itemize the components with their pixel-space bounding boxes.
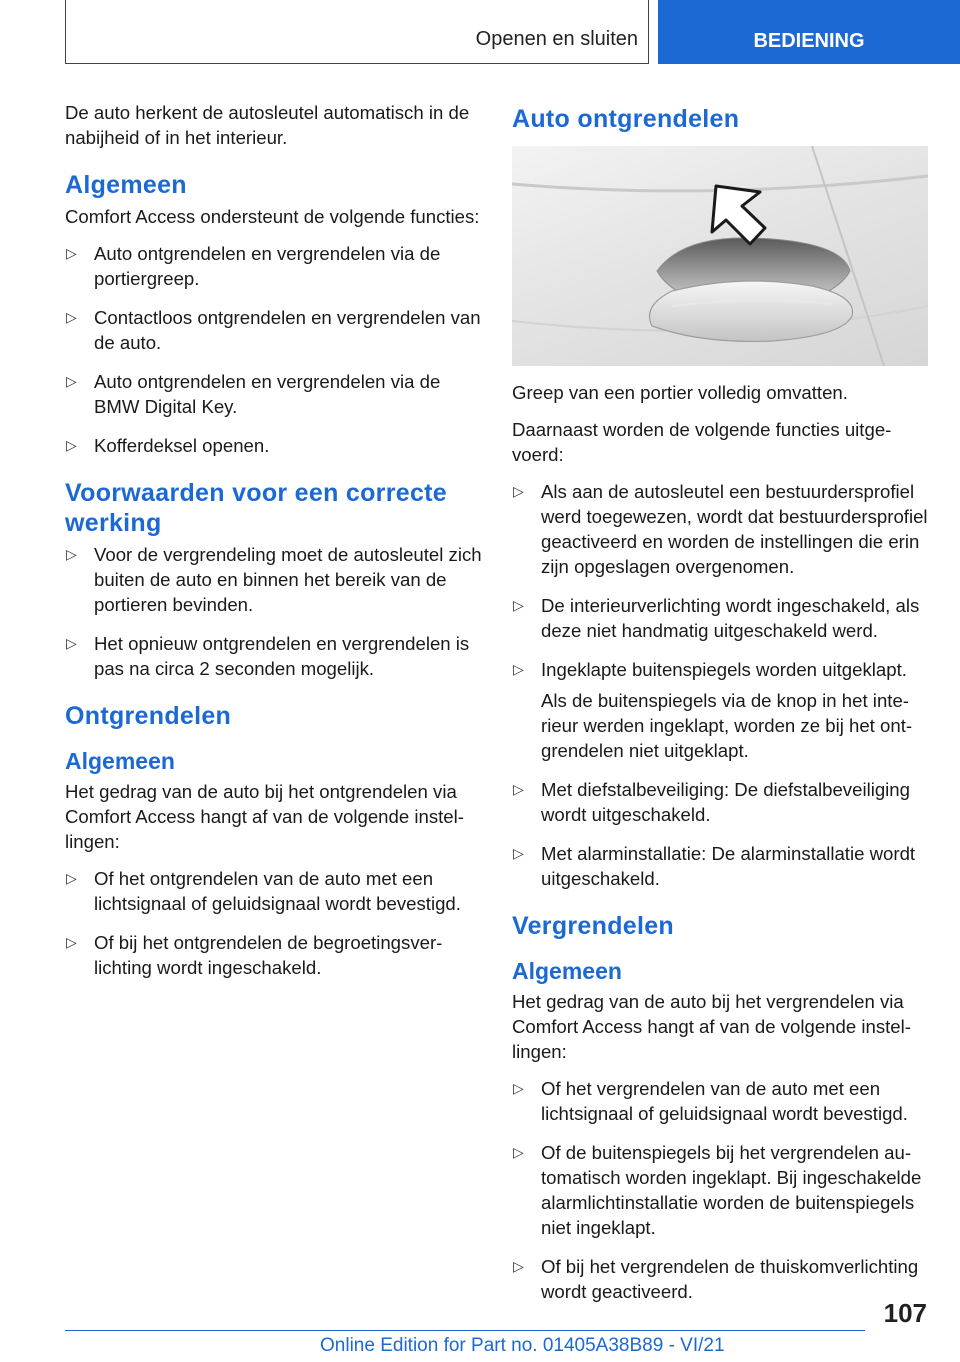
- list-item: ▷ Het opnieuw ontgrendelen en vergrendelen is pas na circa 2 seconden mogelijk.: [66, 633, 470, 679]
- triangle-bullet-icon: ▷: [66, 309, 77, 325]
- conditions-list: [65, 542, 483, 681]
- list-item: ▷ Kofferdeksel openen.: [66, 435, 270, 456]
- list-item: ▷ Ingeklapte buitenspiegels worden uitgeklapt. Als de buitenspiegels via de knop in het interieur werden ingeklapt, worden ze bij het ontgrendelen niet uitgeklapt.: [512, 657, 930, 763]
- list-item: ▷ Als aan de autosleutel een bestuurdersprofiel werd toegewezen, wordt dat bestuurdersprofiel geactiveerd en worden de instellingen die erin zijn opgeslagen overgenomen.: [513, 481, 928, 577]
- door-handle-illustration: [512, 146, 928, 366]
- triangle-bullet-icon: ▷: [513, 1258, 524, 1274]
- page-number: 107: [883, 1298, 927, 1328]
- subheading-locking-general: Algemeen: [512, 958, 622, 984]
- triangle-bullet-icon: ▷: [66, 546, 77, 562]
- triangle-bullet-icon: ▷: [513, 781, 524, 797]
- footer-edition-text: Online Edition for Part no. 01405A38B89 - VI/21: [320, 1335, 725, 1356]
- unlock-car-text: Daarnaast worden de volgende functies uitgevoerd:: [512, 419, 892, 465]
- list-item-note: Als de buitenspiegels via de knop in het interieur werden ingeklapt, worden ze bij het ontgrendelen niet uitgeklapt.: [541, 690, 913, 761]
- unlock-car-list: [512, 479, 930, 891]
- image-caption: Greep van een portier volledig omvatten.: [512, 382, 848, 403]
- right-column: [512, 100, 930, 1318]
- locking-list: [512, 1076, 930, 1304]
- heading-unlocking: Ontgrendelen: [65, 702, 232, 730]
- list-item: ▷ Of het vergrendelen van de auto met een lichtsignaal of geluidsignaal wordt bevestigd.: [513, 1078, 908, 1124]
- footer-divider: [65, 1330, 865, 1331]
- triangle-bullet-icon: ▷: [513, 483, 524, 499]
- header-chapter-label: BEDIENING: [753, 29, 865, 52]
- triangle-bullet-icon: ▷: [66, 870, 77, 886]
- triangle-bullet-icon: ▷: [66, 635, 77, 651]
- heading-locking: Vergrendelen: [512, 912, 674, 940]
- triangle-bullet-icon: ▷: [66, 373, 77, 389]
- list-item: ▷ Met diefstalbeveiliging: De diefstalbeveiliging wordt uitgeschakeld.: [513, 779, 910, 825]
- list-item: ▷ Of het ontgrendelen van de auto met een lichtsignaal of geluidsignaal wordt bevestigd.: [66, 868, 461, 914]
- header-chapter-tab: [658, 0, 960, 64]
- unlocking-text: Het gedrag van de auto bij het ontgrendelen via Comfort Access hangt af van de volgende instellingen:: [65, 781, 464, 852]
- list-item: ▷ Auto ontgrendelen en vergrendelen via de BMW Digital Key.: [66, 371, 441, 417]
- triangle-bullet-icon: ▷: [513, 661, 524, 677]
- header-section-title: Openen en sluiten: [475, 28, 638, 50]
- general-list: [65, 241, 483, 458]
- locking-text: Het gedrag van de auto bij het vergrendelen via Comfort Access hangt af van de volgende instellingen:: [512, 991, 911, 1062]
- left-column: [65, 100, 483, 994]
- triangle-bullet-icon: ▷: [513, 597, 524, 613]
- triangle-bullet-icon: ▷: [66, 437, 77, 453]
- list-item: ▷ Of de buitenspiegels bij het vergrendelen automatisch worden ingeklapt. Bij ingeschakelde alarmlichtinstallatie worden de buitenspiegels niet ingeklapt.: [513, 1142, 922, 1238]
- list-item: ▷ Of bij het vergrendelen de thuiskomverlichting wordt geactiveerd.: [513, 1256, 919, 1302]
- triangle-bullet-icon: ▷: [513, 1080, 524, 1096]
- list-item: ▷ Of bij het ontgrendelen de begroetingsverlichting wordt ingeschakeld.: [66, 932, 443, 978]
- unlocking-list: [65, 866, 483, 980]
- list-item: ▷ Voor de vergrendeling moet de autosleutel zich buiten de auto en binnen het bereik van de portieren bevinden.: [66, 544, 482, 615]
- triangle-bullet-icon: ▷: [513, 845, 524, 861]
- heading-unlock-car: Auto ontgrendelen: [512, 105, 740, 133]
- arrow-icon: [712, 186, 765, 244]
- triangle-bullet-icon: ▷: [66, 245, 77, 261]
- list-item: ▷ Auto ontgrendelen en vergrendelen via de portiergreep.: [66, 243, 441, 289]
- intro-paragraph: De auto herkent de autosleutel automatisch in de nabijheid of in het interieur.: [65, 102, 470, 148]
- heading-conditions: Voorwaarden voor een correcte werking: [65, 479, 447, 537]
- subheading-unlocking-general: Algemeen: [65, 748, 175, 774]
- door-handle-drawing: [512, 146, 928, 366]
- triangle-bullet-icon: ▷: [513, 1144, 524, 1160]
- list-item: ▷ Met alarminstallatie: De alarminstallatie wordt uitgeschakeld.: [513, 843, 916, 889]
- list-item: ▷ Contactloos ontgrendelen en vergrendelen van de auto.: [66, 307, 481, 353]
- triangle-bullet-icon: ▷: [66, 934, 77, 950]
- list-item: ▷ De interieurverlichting wordt ingeschakeld, als deze niet handmatig uitgeschakeld werd.: [513, 595, 920, 641]
- general-text: Comfort Access ondersteunt de volgende functies:: [65, 206, 480, 227]
- heading-general: Algemeen: [65, 171, 187, 199]
